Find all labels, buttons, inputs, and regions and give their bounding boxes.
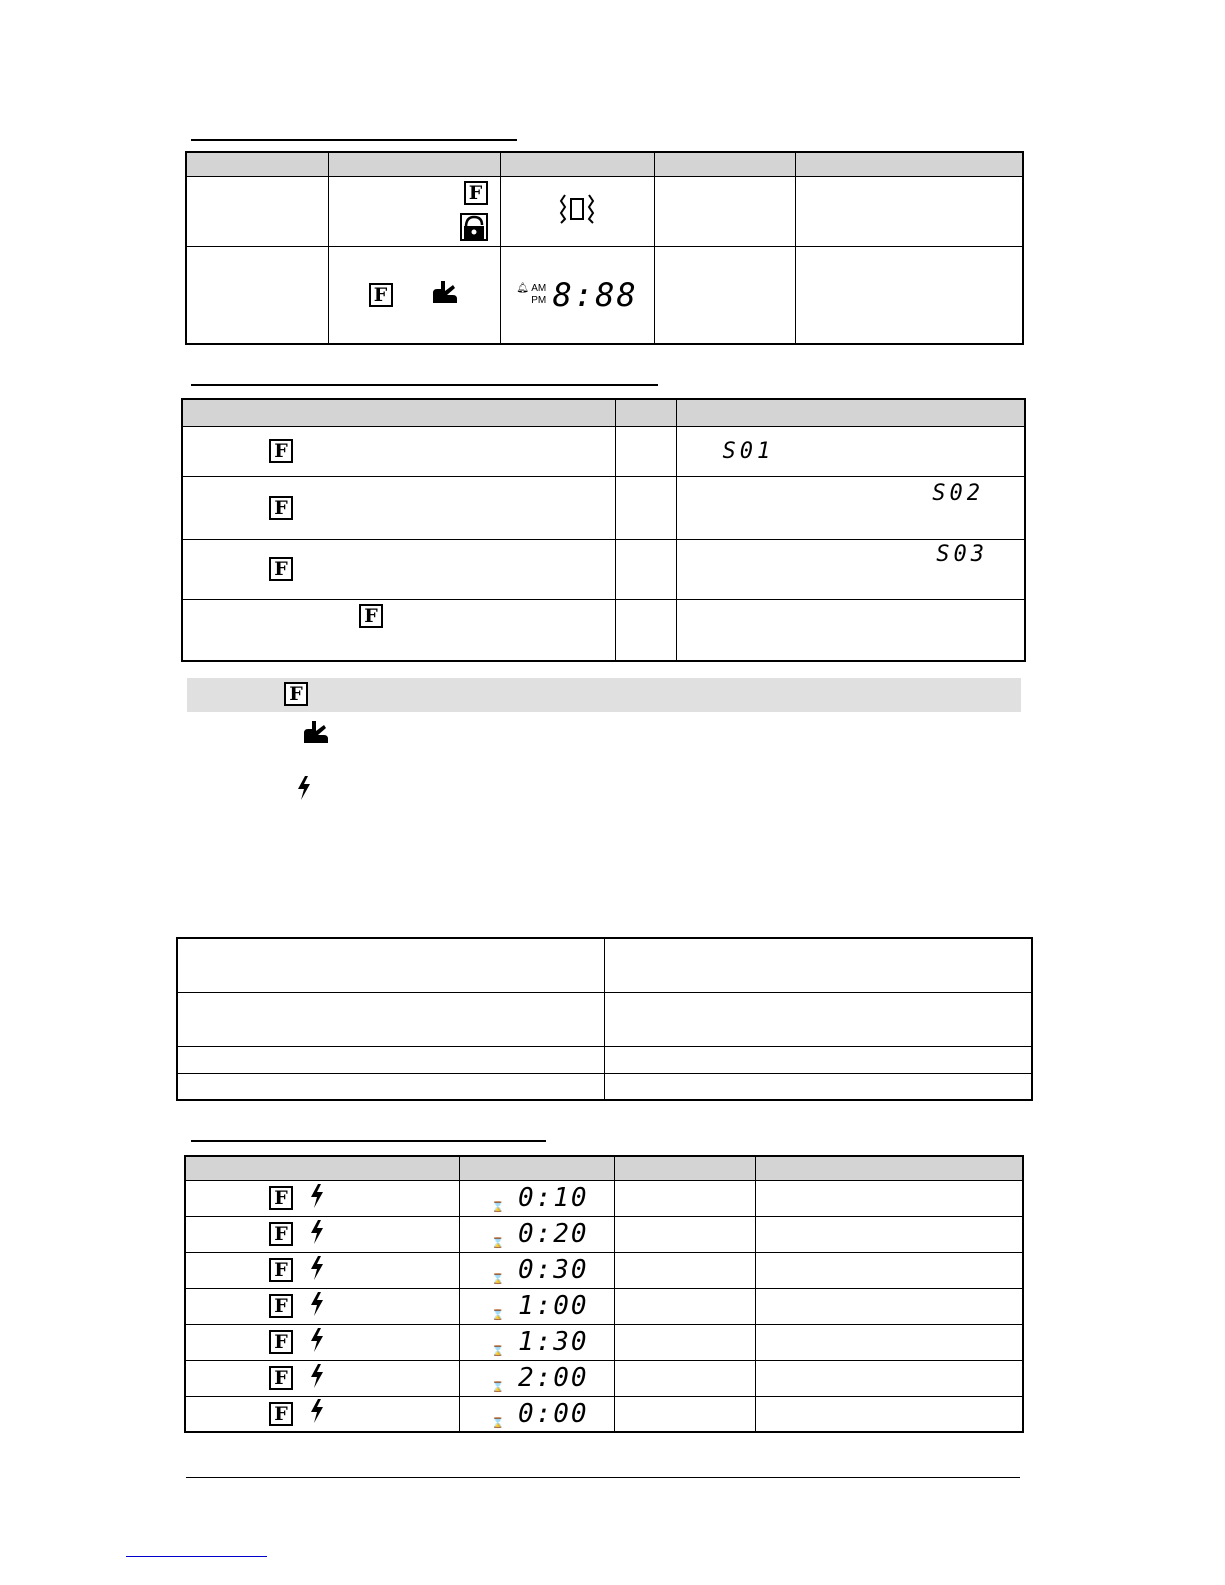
timer-row [185,1360,1023,1396]
section1-row-1-col4 [654,176,795,246]
timer-row [185,1180,1023,1216]
pm-label: PM [531,294,547,306]
section2-header-row [182,399,1025,426]
timer-value: 0:20 [517,1219,589,1249]
bolt-icon [309,1219,325,1250]
timer-value: 2:00 [517,1363,589,1393]
f-key-icon: F [269,1294,293,1318]
section2-row-4 [182,599,1025,661]
f-key-icon: F [359,604,383,628]
timer-value: 0:10 [517,1183,589,1213]
timer-header-row [185,1156,1023,1180]
section2-row-1 [182,426,1025,476]
f-key-icon: F [369,283,393,307]
clock-digits: 8:88 [552,275,638,314]
padlock-icon [460,213,488,246]
hourglass-icon: ⌛ [491,1417,504,1429]
footer-rule [186,1477,1020,1478]
hourglass-icon: ⌛ [491,1346,504,1357]
timer-row [185,1252,1023,1288]
timer-row [185,1396,1023,1432]
blade-icon [431,279,459,310]
hourglass-icon: ⌛ [491,1274,504,1285]
section1-row-2 [186,246,1023,344]
timer-row [185,1288,1023,1324]
f-key-icon: F [269,1330,293,1354]
hourglass-icon: ⌛ [491,1238,504,1249]
f-key-icon: F [269,1402,293,1426]
am-label: AM [531,282,547,294]
section1-row-2-col5 [795,246,1023,344]
f-key-icon: F [464,181,488,205]
section1-header-row [186,152,1023,176]
hourglass-icon: ⌛ [491,1382,504,1393]
bolt-icon [309,1291,325,1322]
clock-display [500,246,654,344]
setting-code-s03: S03 [936,541,988,567]
f-key-icon: F [284,682,308,706]
section1-row-1-col5 [795,176,1023,246]
timer-value: 1:00 [517,1291,589,1321]
section1-row-1 [186,176,1023,246]
hourglass-icon: ⌛ [491,1202,504,1213]
section2-row-4-code [676,599,1025,661]
bolt-icon [309,1255,325,1286]
vibrate-icon [556,191,598,232]
info-table [176,937,1033,1101]
alarm-bell-icon: 🔔︎ [516,282,529,294]
timer-value: 1:30 [517,1327,589,1357]
bolt-icon [296,775,312,806]
section2-heading-underline [191,384,658,386]
f-key-icon: F [269,557,293,581]
bolt-icon [309,1183,325,1214]
hourglass-icon: ⌛ [491,1310,504,1321]
setting-code-s01: S01 [722,438,775,464]
info-row-3 [177,1046,1032,1073]
info-row-2 [177,992,1032,1046]
timer-value: 0:30 [517,1255,589,1285]
bolt-icon [309,1327,325,1358]
footer-link-underline[interactable] [126,1556,267,1557]
f-key-icon: F [269,496,293,520]
note-bar [187,678,1021,712]
bolt-icon [309,1398,325,1429]
f-key-icon: F [269,439,293,463]
setting-code-s02: S02 [932,480,984,506]
section4-heading-underline [191,1140,546,1142]
f-key-icon: F [269,1186,293,1210]
section1-table [185,151,1024,345]
info-row-1 [177,938,1032,992]
section2-table [181,398,1026,662]
f-key-icon: F [269,1366,293,1390]
timer-table [184,1155,1024,1433]
bolt-icon [309,1363,325,1394]
blade-icon [302,719,330,750]
section2-row-3 [182,539,1025,599]
timer-row [185,1216,1023,1252]
timer-row [185,1324,1023,1360]
info-row-4 [177,1073,1032,1100]
section1-row-2-col4 [654,246,795,344]
section1-heading-underline [191,139,517,141]
f-key-icon: F [269,1222,293,1246]
f-key-icon: F [269,1258,293,1282]
timer-value: 0:00 [517,1398,589,1429]
section2-row-2 [182,476,1025,539]
